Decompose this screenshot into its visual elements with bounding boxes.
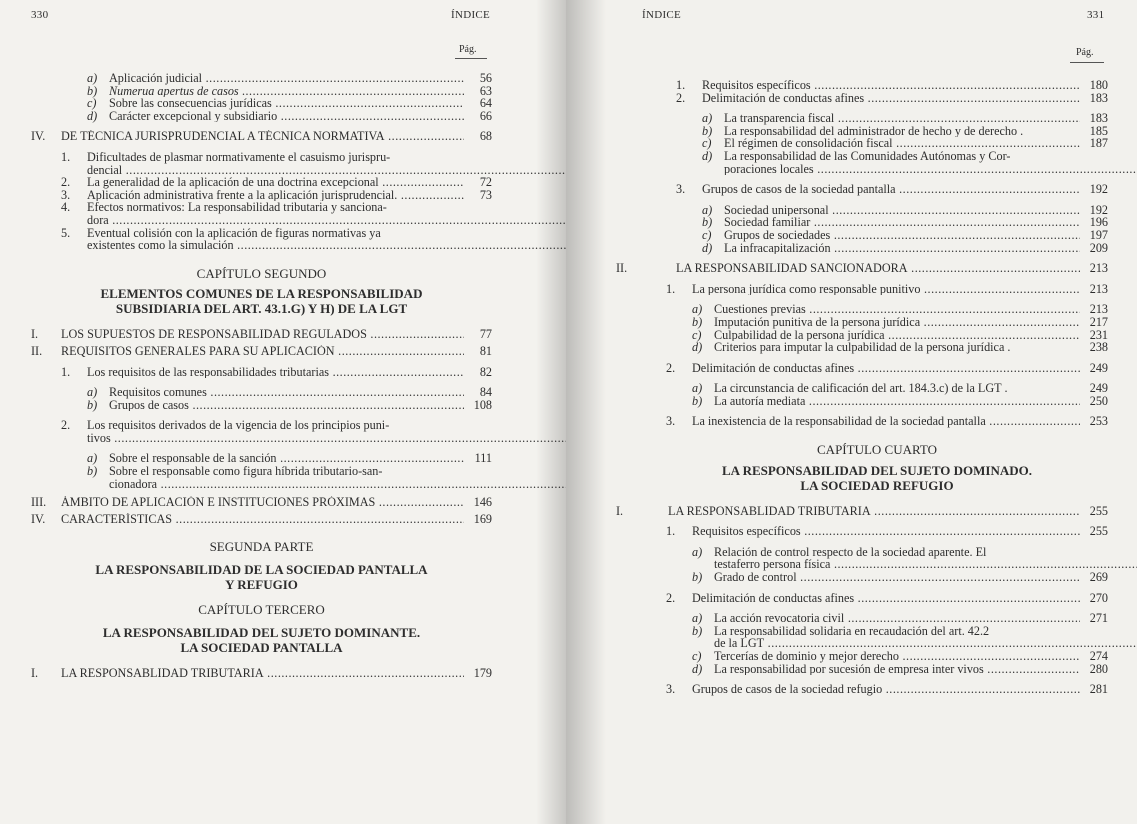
chapter-title: SUBSIDIARIA DEL ART. 43.1.G) Y H) DE LA LGT — [115, 301, 408, 317]
toc-entry: 2. Delimitación de conductas afines ..... 270 — [666, 592, 1108, 605]
toc-entry: 2. Delimitación de conductas afines ..... 249 — [666, 362, 1108, 375]
page-number: 331 — [1087, 9, 1105, 21]
toc-section: I. LA RESPONSABLIDAD TRIBUTARIA ..... 179 — [31, 667, 492, 680]
toc-section: III. ÁMBITO DE APLICACIÓN E INSTITUCIONES PRÓXIMAS ..... 146 — [31, 496, 492, 509]
toc-entry: b) Grado de control ..... 269 — [692, 571, 1108, 584]
toc-entry: b) Sociedad familiar ..... 196 — [702, 216, 1108, 229]
part-label: SEGUNDA PARTE — [209, 539, 314, 555]
toc-entry: b) La responsabilidad solidaria en recaudación del art. 42.2 de la LGT ..... — [692, 625, 1108, 650]
toc-section: I. LA RESPONSABLIDAD TRIBUTARIA ..... 255 — [616, 505, 1108, 518]
toc-entry: a) La circunstancia de calificación del art. 184.3.c) de la LGT . 249 — [692, 381, 1108, 396]
gutter-shadow — [536, 0, 566, 824]
chapter-title: ELEMENTOS COMUNES DE LA RESPONSABILIDAD — [100, 286, 423, 302]
chapter-label: CAPÍTULO SEGUNDO — [196, 265, 327, 281]
toc-entry: 3. Grupos de casos de la sociedad refugio ..... 281 — [666, 683, 1108, 696]
toc-section: IV. CARACTERÍSTICAS ..... 169 — [31, 513, 492, 526]
toc-entry: c) El régimen de consolidación fiscal ..... 187 — [702, 137, 1108, 150]
toc-entry: 3. Aplicación administrativa frente a la aplicación jurisprudencial. ..... 73 — [61, 189, 492, 202]
toc-entry: b) Numerua apertus de casos ..... 63 — [87, 85, 492, 98]
toc-entry: 4. Efectos normativos: La responsabilidad tributaria y sanciona- dora ..... — [61, 201, 492, 226]
page-number: 330 — [31, 9, 49, 21]
toc-entry: 5. Eventual colisión con la aplicación de figuras normativas ya existentes como la simulación ..... — [61, 227, 492, 252]
toc-entry: d) La infracapitalización ..... 209 — [702, 242, 1108, 255]
pag-rule — [455, 58, 487, 59]
toc-section: II. LA RESPONSABILIDAD SANCIONADORA ..... 213 — [616, 262, 1108, 275]
toc-entry: 1. Los requisitos de las responsabilidades tributarias ..... 82 — [61, 366, 492, 379]
chapter-label: CAPÍTULO CUARTO — [817, 442, 937, 458]
toc-entry: a) Relación de control respecto de la sociedad aparente. El testaferro persona física ..... — [692, 546, 1108, 571]
chapter-label: CAPÍTULO TERCERO — [198, 602, 325, 618]
toc-entry: a) Sobre el responsable de la sanción ..... 111 — [87, 452, 492, 465]
toc-entry: 1. Requisitos específicos ..... 255 — [666, 525, 1108, 538]
toc-section: IV. DE TÉCNICA JURISPRUDENCIAL A TÉCNICA NORMATIVA ..... 68 — [31, 130, 492, 143]
chapter-title: LA SOCIEDAD PANTALLA — [180, 639, 343, 655]
chapter-title: LA RESPONSABILIDAD DEL SUJETO DOMINANTE. — [102, 624, 421, 640]
right-page — [566, 0, 1137, 824]
running-head: ÍNDICE — [451, 9, 491, 21]
toc-entry: c) Grupos de sociedades ..... 197 — [702, 229, 1108, 242]
toc-entry: d) La responsabilidad por sucesión de empresa inter vivos ..... 280 — [692, 663, 1108, 676]
toc-entry: d) Carácter excepcional y subsidiario ..... 66 — [87, 110, 492, 123]
toc-right — [616, 78, 1108, 697]
toc-entry: a) Sociedad unipersonal ..... 192 — [702, 204, 1108, 217]
toc-entry: d) La responsabilidad de las Comunidades Autónomas y Cor- poraciones locales ..... — [702, 150, 1108, 175]
toc-entry: 2. La generalidad de la aplicación de una doctrina excepcional ..... 72 — [61, 176, 492, 189]
toc-entry: b) La responsabilidad del administrador de hecho y de derecho . 185 — [702, 123, 1108, 138]
toc-entry: c) Tercerías de dominio y mejor derecho ..... 274 — [692, 650, 1108, 663]
toc-entry: 1. Requisitos específicos ..... 180 — [676, 79, 1108, 92]
running-head: ÍNDICE — [642, 9, 682, 21]
gutter-shadow — [566, 0, 606, 824]
toc-entry: a) La transparencia fiscal ..... 183 — [702, 112, 1108, 125]
toc-entry: b) Imputación punitiva de la persona jurídica ..... 217 — [692, 316, 1108, 329]
toc-section: II. REQUISITOS GENERALES PARA SU APLICACIÓN ..... 81 — [31, 345, 492, 358]
toc-entry: d) Criterios para imputar la culpabilidad de la persona jurídica . 238 — [692, 340, 1108, 355]
toc-entry: c) Culpabilidad de la persona jurídica ..... 231 — [692, 329, 1108, 342]
toc-entry: a) Cuestiones previas ..... 213 — [692, 303, 1108, 316]
pag-label: Pág. — [1076, 47, 1094, 58]
toc-entry: 1. Dificultades de plasmar normativamente el casuismo jurispru- dencial ..... — [61, 151, 492, 176]
toc-entry: 1. La persona jurídica como responsable punitivo ..... 213 — [666, 283, 1108, 296]
toc-entry: 2. Los requisitos derivados de la vigencia de los principios puni- tivos ..... — [61, 419, 492, 444]
toc-entry: a) La acción revocatoria civil ..... 271 — [692, 612, 1108, 625]
toc-section: I. LOS SUPUESTOS DE RESPONSABILIDAD REGULADOS ..... 77 — [31, 328, 492, 341]
toc-entry: a) Requisitos comunes ..... 84 — [87, 386, 492, 399]
toc-entry: a) Aplicación judicial ..... 56 — [87, 72, 492, 85]
left-page — [0, 0, 566, 824]
toc-entry: b) Sobre el responsable como figura híbrida tributario-san- cionadora ..... — [87, 465, 492, 490]
toc-entry: 3. La inexistencia de la responsabilidad de la sociedad pantalla ..... 253 — [666, 415, 1108, 428]
chapter-title: LA RESPONSABILIDAD DEL SUJETO DOMINADO. — [721, 462, 1033, 478]
pag-rule — [1070, 62, 1104, 63]
toc-entry: c) Sobre las consecuencias jurídicas ..... 64 — [87, 97, 492, 110]
chapter-title: LA SOCIEDAD REFUGIO — [800, 477, 954, 493]
part-title: LA RESPONSABILIDAD DE LA SOCIEDAD PANTALLA — [95, 562, 428, 578]
pag-label: Pág. — [459, 44, 477, 55]
toc-entry: b) Grupos de casos ..... 108 — [87, 399, 492, 412]
toc-entry: 3. Grupos de casos de la sociedad pantalla ..... 192 — [676, 183, 1108, 196]
toc-left — [31, 72, 492, 679]
part-title: Y REFUGIO — [225, 577, 298, 593]
toc-entry: b) La autoría mediata ..... 250 — [692, 395, 1108, 408]
toc-entry: 2. Delimitación de conductas afines ..... 183 — [676, 92, 1108, 105]
